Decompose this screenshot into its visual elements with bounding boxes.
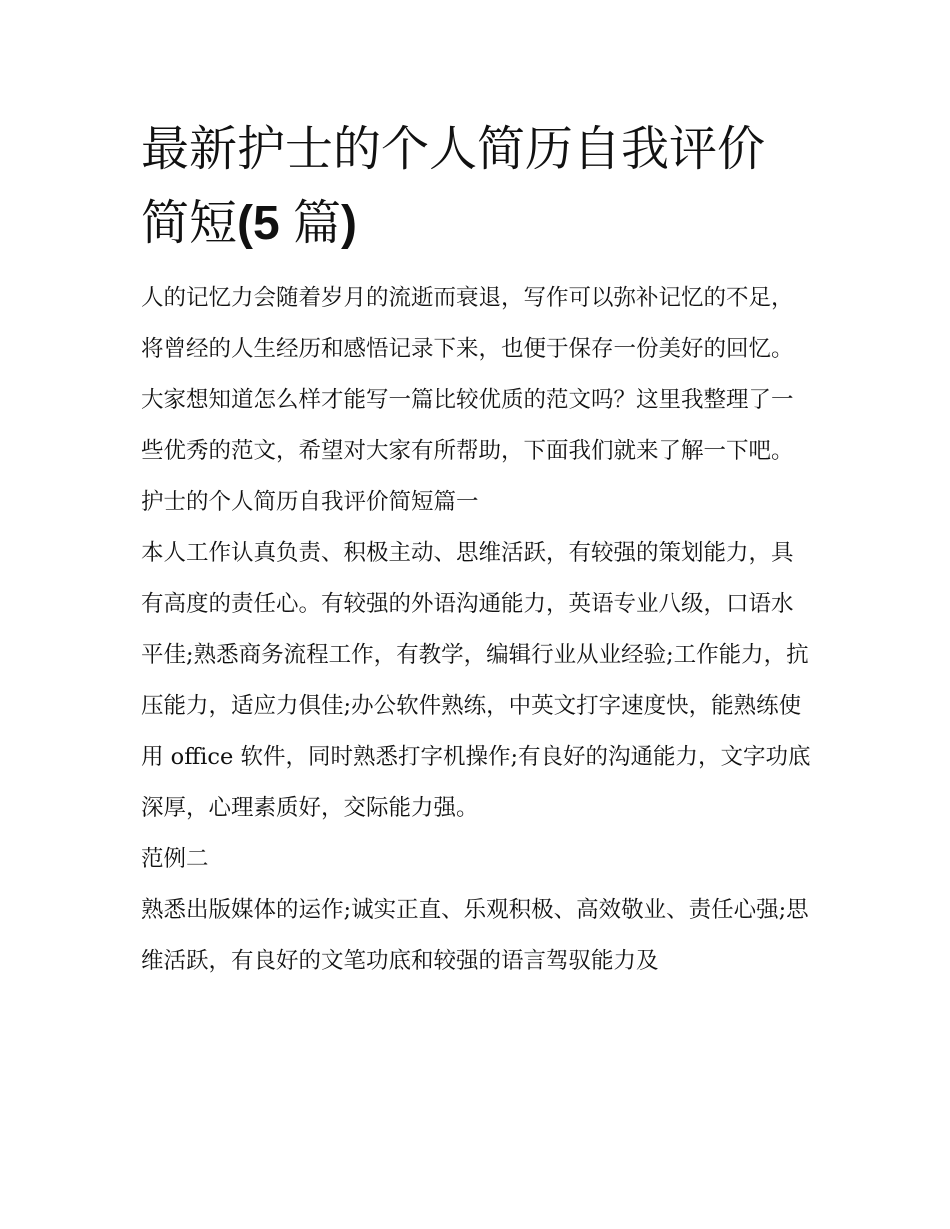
- intro-paragraph: 人的记忆力会随着岁月的流逝而衰退，写作可以弥补记忆的不足，将曾经的人生经历和感悟记录下来，也便于保存一份美好的回忆。大家想知道怎么样才能写一篇比较优质的范文吗？这里我整理了一些优秀的范文，希望对大家有所帮助，下面我们就来了解一下吧。: [141, 285, 794, 464]
- body-paragraph-1: 本人工作认真负责、积极主动、思维活跃，有较强的策划能力，具有高度的责任心。有较强的外语沟通能力，英语专业八级，口语水平佳;熟悉商务流程工作，有教学，编辑行业从业经验;工作能力，抗压能力，适应力俱佳;办公软件熟练，中英文打字速度快，能熟练使用 office 软件，同时熟悉打字机操作;有良好的沟通能力，文字功底深厚，心理素质好，交际能力强。: [141, 540, 811, 821]
- section-heading-1: 护士的个人简历自我评价简短篇一: [141, 489, 479, 515]
- title-line-2-suffix: 篇: [293, 195, 342, 251]
- section-heading-2: 范例二: [141, 846, 209, 872]
- title-line-2-num: (5: [237, 197, 294, 250]
- body-paragraph-2: 熟悉出版媒体的运作;诚实正直、乐观积极、高效敬业、责任心强;思维活跃，有良好的文笔功底和较强的语言驾驭能力及: [141, 897, 809, 974]
- title-line-2-prefix: 简短: [141, 195, 238, 251]
- title-line-2-close: ): [341, 197, 358, 250]
- title-line-1: 最新护士的个人简历自我评价: [141, 121, 766, 177]
- document-content: [141, 112, 813, 987]
- document-title: [141, 112, 813, 261]
